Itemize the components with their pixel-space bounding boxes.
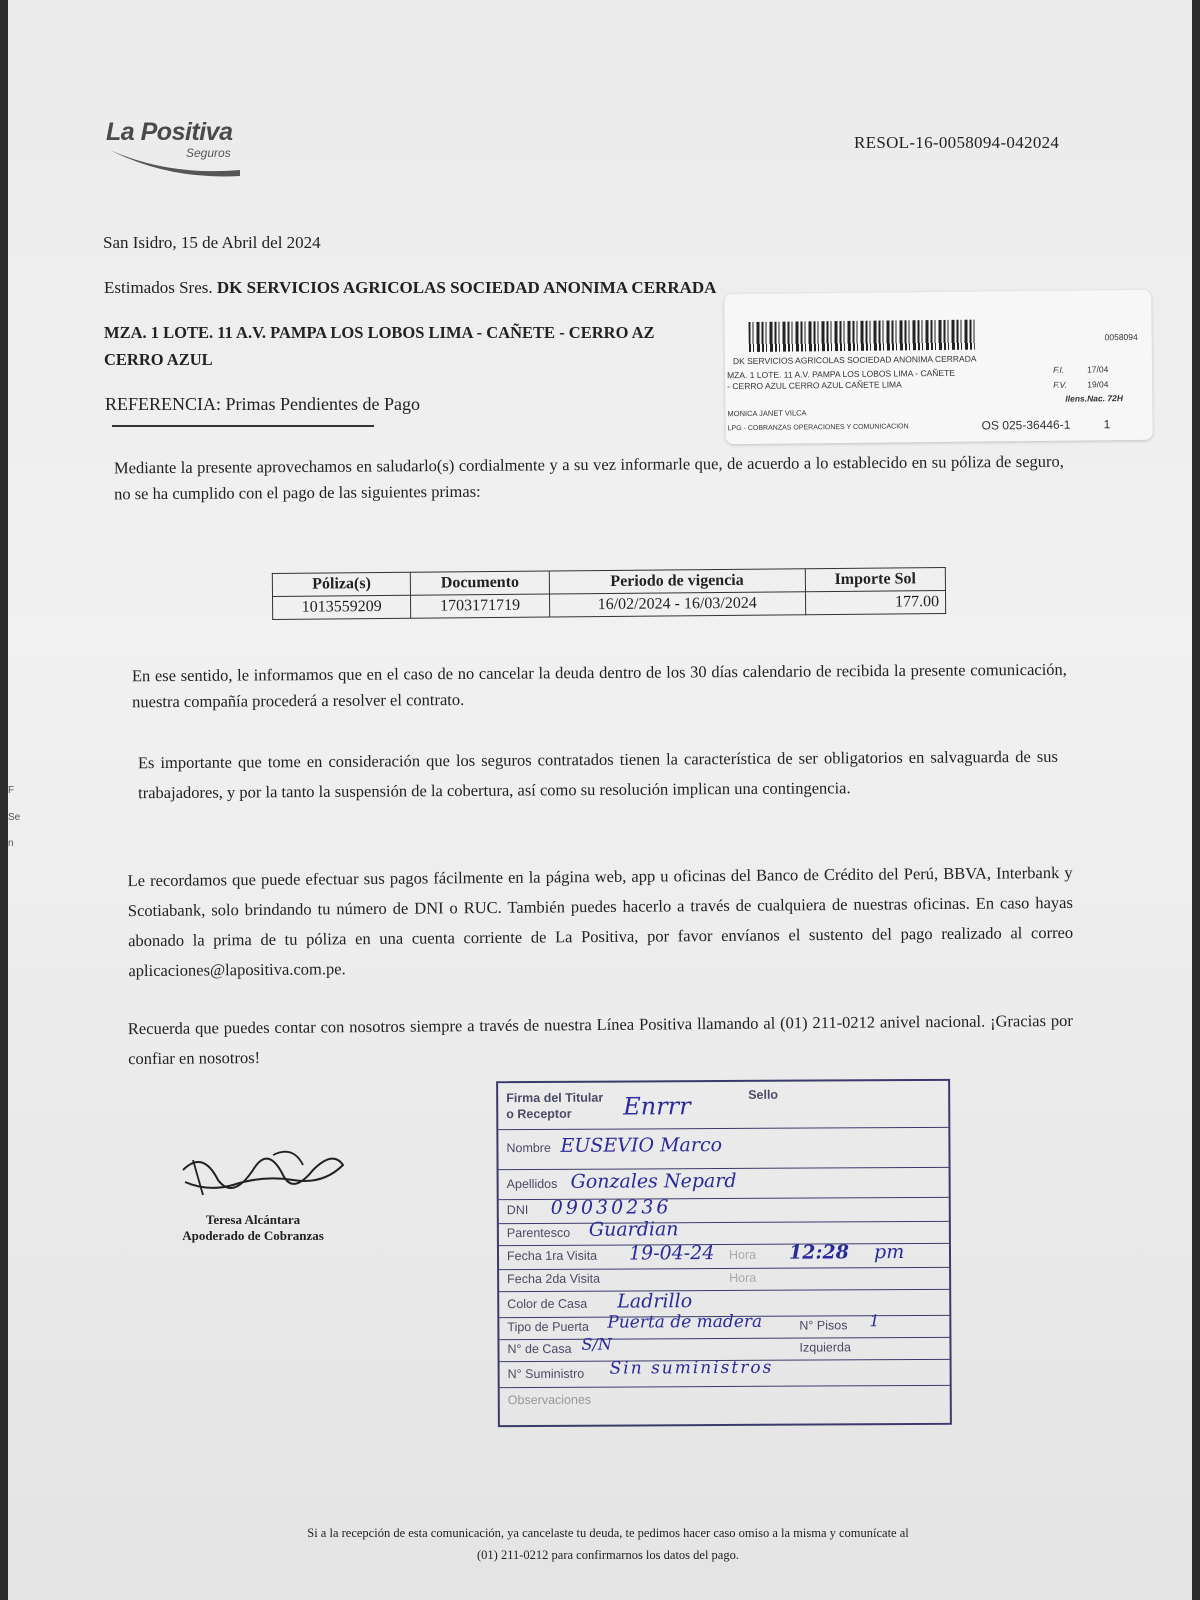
relationship-value: Guardian bbox=[588, 1218, 679, 1241]
name-value: EUSEVIO Marco bbox=[560, 1134, 723, 1157]
first-visit-hour-suffix: pm bbox=[873, 1241, 905, 1264]
form-row-name bbox=[498, 1127, 948, 1170]
house-color-label: Color de Casa bbox=[507, 1296, 588, 1312]
policy-cell: 1013559209 bbox=[273, 595, 412, 619]
signature-label-2: o Receptor bbox=[506, 1106, 572, 1122]
courier-fi-label: F.I. bbox=[1052, 364, 1065, 375]
barcode-icon bbox=[749, 320, 975, 352]
resolution-paragraph: En ese sentido, le informamos que en el caso de no cancelar la deuda dentro de los 30 días calendario de recibida la presente comunicación, nuestra compañía procederá a resolver el contrato. bbox=[131, 659, 1067, 712]
courier-department: LPG - COBRANZAS OPERACIONES Y COMUNICACION bbox=[727, 423, 909, 433]
courier-os-number: OS 025-36446-1 bbox=[981, 417, 1071, 433]
observations-label: Observaciones bbox=[507, 1392, 592, 1408]
salutation bbox=[104, 278, 716, 298]
surname-value: Gonzales Nepard bbox=[570, 1169, 737, 1193]
courier-person: MONICA JANET VILCA bbox=[727, 408, 807, 419]
period-cell: 16/02/2024 - 16/03/2024 bbox=[549, 592, 805, 617]
obligation-paragraph: Es importante que tome en consideración que los seguros contratados tienen la característica de ser obligatorios en salvaguarda de sus trabajadores, y por la tanto la suspensión de la cobertura, así como su resolución implican una contingencia. bbox=[137, 746, 1058, 803]
relationship-label: Parentesco bbox=[506, 1225, 571, 1241]
house-number-value: S/N bbox=[581, 1334, 612, 1354]
surname-label: Apellidos bbox=[506, 1176, 558, 1192]
receipt-form bbox=[496, 1079, 952, 1427]
letter-page bbox=[8, 0, 1192, 1600]
house-color-value: Ladrillo bbox=[617, 1290, 693, 1313]
second-visit-hour-label: Hora bbox=[729, 1270, 757, 1285]
contact-paragraph: Recuerda que puedes contar con nosotros siempre a través de nuestra Línea Positiva llamando al (01) 211-0212 anivel nacional. ¡Gracias por confiar en nosotros! bbox=[127, 1010, 1073, 1069]
column-header-document: Documento bbox=[411, 571, 550, 595]
footer-line-2: (01) 211-0212 para confirmarnos los datos del pago. bbox=[477, 1548, 739, 1562]
pending-premiums-table bbox=[272, 567, 946, 620]
table-row bbox=[273, 591, 946, 620]
house-number-label: N° de Casa bbox=[507, 1341, 572, 1357]
reference: REFERENCIA: Primas Pendientes de Pago bbox=[105, 394, 420, 414]
form-row-surname bbox=[499, 1167, 949, 1200]
first-visit-hour-label: Hora bbox=[728, 1247, 757, 1262]
courier-label bbox=[724, 290, 1153, 444]
courier-code: 0058094 bbox=[1104, 331, 1138, 343]
name-label: Nombre bbox=[506, 1140, 551, 1156]
courier-service: Ilens.Nac. 72H bbox=[1065, 393, 1124, 404]
floors-label: N° Pisos bbox=[799, 1318, 848, 1333]
column-header-amount: Importe Sol bbox=[805, 568, 946, 592]
footer-note bbox=[158, 1522, 1058, 1566]
seal-label: Sello bbox=[748, 1087, 779, 1102]
column-header-policy: Póliza(s) bbox=[272, 572, 411, 596]
intro-paragraph: Mediante la presente aprovechamos en saludarlo(s) cordialmente y a su vez informarle que, de acuerdo a lo establecido en su póliza de seguro, no se ha cumplido con el pago de las siguientes primas: bbox=[113, 451, 1064, 504]
salutation-prefix: Estimados Sres. bbox=[104, 278, 213, 297]
edge-fragment-c: n bbox=[8, 838, 14, 849]
dni-label: DNI bbox=[506, 1203, 529, 1218]
recipient-company: DK SERVICIOS AGRICOLAS SOCIEDAD ANONIMA CERRADA bbox=[216, 278, 717, 297]
resolution-number: RESOL-16-0058094-042024 bbox=[854, 133, 1060, 152]
column-header-period: Periodo de vigencia bbox=[549, 569, 805, 594]
courier-fi-value: 17/04 bbox=[1086, 364, 1109, 375]
form-row-meter bbox=[500, 1359, 950, 1388]
meter-number-value: Sin suministros bbox=[609, 1357, 774, 1379]
company-logo-subtitle: Seguros bbox=[186, 146, 231, 160]
edge-fragment-b: Se bbox=[8, 812, 21, 823]
first-visit-label: Fecha 1ra Visita bbox=[506, 1248, 598, 1264]
footer-line-1: Si a la recepción de esta comunicación, ya cancelaste tu deuda, te pedimos hacer caso omiso a la misma y comunícate al bbox=[307, 1526, 909, 1540]
floors-value: 1 bbox=[869, 1311, 880, 1331]
courier-fv-label: F.V. bbox=[1053, 379, 1068, 390]
amount-cell: 177.00 bbox=[805, 591, 946, 615]
dni-value: 09030236 bbox=[550, 1196, 672, 1219]
left-label: Izquierda bbox=[799, 1340, 851, 1355]
form-row-dni bbox=[499, 1197, 949, 1224]
courier-fv-value: 19/04 bbox=[1087, 379, 1109, 390]
courier-address-2: - CERRO AZUL CERRO AZUL CAÑETE LIMA bbox=[727, 379, 902, 392]
address-line-1: MZA. 1 LOTE. 11 A.V. PAMPA LOS LOBOS LIMA - CAÑETE - CERRO AZ bbox=[104, 323, 655, 342]
signatory-name: Teresa Alcántara bbox=[205, 1212, 301, 1227]
document-cell: 1703171719 bbox=[411, 594, 550, 618]
courier-address-1: MZA. 1 LOTE. 11 A.V. PAMPA LOS LOBOS LIMA - CAÑETE bbox=[727, 367, 955, 381]
signature-icon bbox=[173, 1140, 348, 1210]
edge-fragment-a: F bbox=[8, 785, 15, 796]
signature-label-1: Firma del Titular bbox=[506, 1090, 604, 1106]
form-row-visit-1 bbox=[499, 1243, 949, 1270]
door-type-value: Puerta de madera bbox=[607, 1311, 763, 1333]
first-visit-hour: 12:28 bbox=[788, 1241, 849, 1264]
second-visit-label: Fecha 2da Visita bbox=[507, 1271, 601, 1287]
reference-underline bbox=[112, 425, 374, 427]
courier-count: 1 bbox=[1103, 417, 1111, 432]
handwritten-signature: Enrrr bbox=[623, 1092, 691, 1121]
form-row-signature bbox=[498, 1081, 948, 1130]
signatory-title: Apoderado de Cobranzas bbox=[182, 1228, 324, 1243]
courier-company: DK SERVICIOS AGRICOLAS SOCIEDAD ANONIMA CERRADA bbox=[732, 353, 977, 367]
door-type-label: Tipo de Puerta bbox=[507, 1319, 589, 1335]
place-date: San Isidro, 15 de Abril del 2024 bbox=[103, 233, 321, 252]
first-visit-date: 19-04-24 bbox=[628, 1242, 715, 1265]
address-line-2: CERRO AZUL bbox=[104, 350, 213, 369]
company-logo: La Positiva bbox=[106, 118, 233, 146]
meter-number-label: N° Suministro bbox=[507, 1366, 585, 1382]
payment-paragraph: Le recordamos que puede efectuar sus pagos fácilmente en la página web, app u oficinas del Banco de Crédito del Perú, BBVA, Interbank y Scotiabank, solo brindando tu número de DNI o RUC. También puedes hacerlo a través de cualquiera de nuestras oficinas. En caso hayas abonado la prima de tu póliza en una cuenta corriente de La Positiva, por favor envíanos el sustento del pago realizado al correo aplicaciones@lapositiva.com.pe. bbox=[127, 862, 1074, 981]
form-row-observations bbox=[500, 1385, 950, 1423]
